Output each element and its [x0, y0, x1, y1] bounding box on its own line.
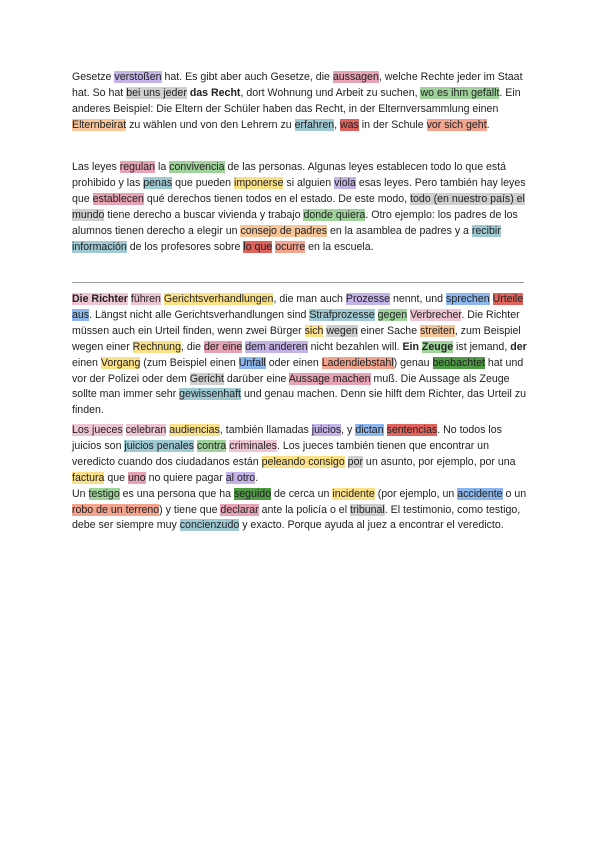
highlighted-term: Aussage machen [288, 372, 371, 385]
highlighted-term: incidente [332, 487, 375, 500]
highlighted-term: erfahren [294, 118, 335, 131]
highlighted-term: audiencias [169, 424, 220, 436]
text-segment: es una persona que ha [119, 487, 234, 500]
text-segment: esas leyes. Pero también hay leyes que [72, 176, 526, 205]
highlighted-term: regulan [119, 161, 156, 173]
highlighted-term: Strafprozesse [309, 308, 375, 321]
highlighted-term: Verbrecher [410, 308, 462, 321]
highlighted-term: viola [334, 176, 356, 189]
highlighted-term: contra [196, 439, 227, 452]
paragraph-german-laws [72, 70, 532, 134]
highlighted-term: streiten [420, 324, 455, 337]
text-segment: nicht bezahlen will. [307, 340, 403, 353]
text-segment: oder einen [265, 356, 322, 369]
highlighted-term: beobachtet [432, 356, 485, 369]
text-segment: no quiere pagar [145, 471, 226, 484]
highlighted-term: todo (en nuestro país) el mundo [72, 192, 525, 221]
text-segment: , y [341, 424, 356, 436]
text-segment: Gesetze [72, 71, 115, 83]
text-segment: ) y tiene que [159, 503, 221, 516]
text-segment: de los profesores sobre [126, 240, 244, 253]
highlighted-term: concienzudo [179, 519, 240, 532]
highlighted-term: Ladendiebstahl [321, 356, 394, 369]
highlighted-term: criminales [229, 439, 277, 452]
highlighted-term: penas [143, 176, 173, 189]
text-segment: de cerca un [271, 487, 333, 500]
highlighted-term: al otro [225, 471, 256, 484]
paragraph-spanish-judges [72, 423, 532, 534]
highlighted-term: wegen [326, 324, 358, 337]
highlighted-term: factura [72, 471, 105, 484]
text-segment: Las leyes [72, 161, 120, 173]
text-segment: . Ein anderes Beispiel: Die Eltern der Schüler haben das Recht, in der Elternversammlung einen [72, 86, 521, 115]
highlighted-term: Prozesse [345, 293, 391, 305]
highlighted-term: Gericht [189, 372, 224, 385]
highlighted-term: sprechen [446, 293, 490, 305]
text-segment: nennt, und [390, 293, 447, 305]
highlighted-term: der eine [203, 340, 243, 353]
highlighted-term: Zeuge [421, 340, 454, 353]
section-divider [72, 282, 524, 283]
text-segment: , welche Rechte jeder im Staat hat. So hat [72, 71, 523, 99]
highlighted-term: aus [72, 308, 90, 321]
highlighted-term: Rechnung [132, 340, 181, 353]
text-segment: . No todos los juicios son [72, 424, 502, 452]
highlighted-term: bei uns jeder [126, 86, 187, 99]
text-segment: en la asamblea de padres y a [327, 224, 472, 237]
highlighted-term: vor sich geht [426, 118, 487, 131]
text-segment: hat. Es gibt aber auch Gesetze, die [161, 71, 333, 83]
text-segment: ist jemand, [453, 340, 511, 353]
highlighted-term: peleando consigo [261, 455, 345, 468]
highlighted-term: wo es ihm gefällt [420, 86, 500, 99]
highlighted-term: sentencias [386, 424, 438, 436]
text-segment: qué derechos tienen todos en el estado. De este modo, [143, 192, 411, 205]
text-segment: ) genau [393, 356, 433, 369]
highlighted-term: Unfall [238, 356, 266, 369]
text-segment: en la escuela. [305, 240, 374, 253]
paragraph-spanish-laws [72, 160, 532, 255]
text-segment: und genau machen. Denn sie hilft dem Richter, das Urteil zu finden. [72, 388, 527, 417]
highlighted-term: dictan [355, 424, 384, 436]
highlighted-term: was [340, 118, 359, 131]
highlighted-term: juicios [311, 424, 342, 436]
highlighted-term: lo que [243, 240, 273, 253]
text-segment: o un [502, 487, 527, 500]
text-segment: hat und vor der Polizei oder dem [72, 356, 524, 385]
highlighted-term: Vorgang [100, 356, 141, 369]
highlighted-term: führen [130, 293, 161, 305]
highlighted-term: Elternbeirat [72, 118, 127, 131]
highlighted-term: tribunal [350, 503, 385, 516]
text-segment: , también llamadas [219, 424, 312, 436]
highlighted-term: aussagen [332, 71, 379, 83]
text-segment: de las personas. Algunas leyes establecen todo lo que está prohibido y las [72, 161, 507, 189]
highlighted-term: declarar [220, 503, 259, 516]
highlighted-term: gewissenhaft [179, 388, 241, 401]
text-segment: das Recht [189, 86, 241, 99]
text-segment: darüber eine [223, 372, 289, 385]
text-segment: que pueden [172, 176, 234, 189]
text-segment: . Otro ejemplo: los padres de los alumnos tienen derecho a elegir un [72, 208, 518, 237]
text-segment: , zum Beispiel wegen einer [72, 324, 521, 353]
text-segment: (zum Beispiel einen [140, 356, 239, 369]
paragraph-german-judges [72, 292, 532, 419]
text-segment: . [486, 118, 490, 131]
text-segment: . El testimonio, como testigo, debe ser siempre muy [72, 503, 521, 532]
text-segment: muß. Die Aussage als Zeuge sollte man immer sehr [72, 372, 510, 401]
text-segment: , [334, 118, 340, 131]
text-segment: , dort Wohnung und Arbeit zu suchen, [240, 86, 421, 99]
text-segment: (por ejemplo, un [374, 487, 458, 500]
text-segment: . Längst nicht alle Gerichtsverhandlungen sind [89, 308, 310, 321]
highlighted-term: celebran [125, 424, 167, 436]
text-segment: que [104, 471, 128, 484]
text-segment: tiene derecho a buscar vivienda y trabajo [104, 208, 304, 221]
highlighted-term: establecen [92, 192, 144, 205]
highlighted-term: imponerse [234, 176, 284, 189]
text-segment: y exacto. Porque ayuda al juez a encontrar el veredicto. [239, 519, 504, 532]
highlighted-term: recibir información [72, 224, 501, 253]
text-segment: un asunto, por ejemplo, por una [362, 455, 516, 468]
text-segment: einen [72, 356, 101, 369]
text-segment: . Die Richter müssen auch ein Urteil finden, wenn zwei Bürger [72, 308, 520, 337]
text-segment: ante la policía o el [258, 503, 350, 516]
highlighted-term: Gerichtsverhandlungen [163, 293, 274, 305]
highlighted-term: accidente [457, 487, 503, 500]
text-segment: , die man auch [273, 293, 346, 305]
highlighted-term: Die Richter [72, 293, 128, 305]
highlighted-term: convivencia [169, 161, 225, 173]
highlighted-term: Los jueces [72, 424, 123, 436]
text-segment: Ein [402, 340, 419, 353]
text-segment: . Los jueces también tienen que encontrar un veredicto cuando dos ciudadanos están [72, 439, 489, 468]
text-segment: einer Sache [357, 324, 421, 337]
highlighted-term: uno [127, 471, 146, 484]
text-segment: la [155, 161, 170, 173]
text-segment: Un [72, 487, 89, 500]
highlighted-term: consejo de padres [240, 224, 328, 237]
text-segment: . [255, 471, 259, 484]
text-segment: zu wählen und von den Lehrern zu [126, 118, 295, 131]
highlighted-term: donde quiera [303, 208, 366, 221]
highlighted-term: verstoßen [114, 71, 162, 83]
text-segment: der [510, 340, 527, 353]
highlighted-term: seguido [233, 487, 272, 500]
highlighted-term: sich [304, 324, 324, 337]
text-segment: in der Schule [358, 118, 427, 131]
highlighted-term: ocurre [275, 240, 306, 253]
highlighted-term: por [347, 455, 363, 468]
highlighted-term: Urteile [492, 293, 524, 305]
highlighted-term: robo de un terreno [72, 503, 160, 516]
highlighted-term: gegen [377, 308, 408, 321]
highlighted-term: juicios penales [124, 439, 194, 452]
text-segment: , die [180, 340, 204, 353]
highlighted-term: testigo [88, 487, 120, 500]
highlighted-term: dem anderen [245, 340, 308, 353]
text-segment: si alguien [283, 176, 335, 189]
